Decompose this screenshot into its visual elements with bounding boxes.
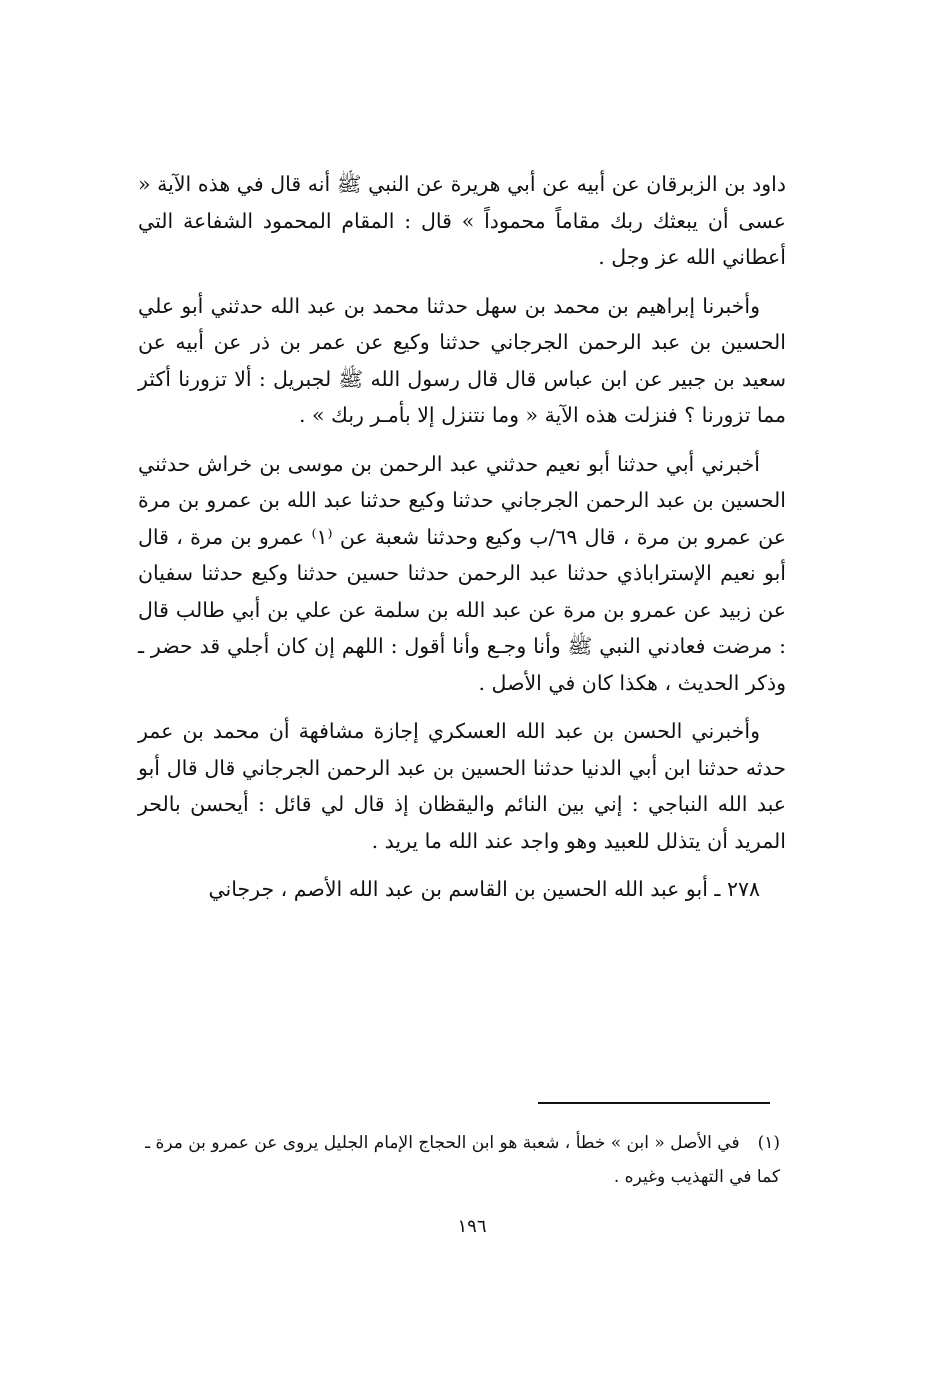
footnote-separator [538,1102,770,1104]
footnote-marker: (١) [757,1133,780,1153]
main-text-block [138,166,786,920]
paragraph-1: داود بن الزبرقان عن أبيه عن أبي هريرة عن النبي ﷺ أنه قال في هذه الآية « عسى أن يبعثك ربك مقاماً محموداً » قال : المقام المحمود الشفاعة التي أعطاني الله عز وجل . [138,172,786,269]
footnote [120,1126,780,1194]
paragraph-2: وأخبرنا إبراهيم بن محمد بن سهل حدثنا محمد بن عبد الله حدثني أبو علي الحسين بن عبد الرحمن الجرجاني حدثنا وكيع عن عمر بن ذر عن أبيه عن سعيد بن جبير عن ابن عباس قال قال رسول الله ﷺ لجبريل : ألا تزورنا أكثر مما تزورنا ؟ فنزلت هذه الآية « وما نتنزل إلا بأمـر ربك » . [138,293,786,427]
paragraph-3: أخبرني أبي حدثنا أبو نعيم حدثني عبد الرحمن بن موسى بن خراش حدثني الحسين بن عبد الرحمن الجرجاني حدثنا وكيع حدثنا عبد الله بن عمرو بن مرة عن عمرو بن مرة ، قال ٦٩/ب وكيع وحدثنا شعبة عن ⁽١⁾ عمرو بن مرة ، قال أبو نعيم الإستراباذي حدثنا عبد الرحمن حدثنا حسين حدثنا وكيع حدثنا سفيان عن زبيد عن عمرو بن مرة عن عبد الله بن سلمة عن علي بن أبي طالب قال : مرضت فعادني النبي ﷺ وأنا وجـع وأنا أقول : اللهم إن كان أجلي قد حضر ـ وذكر الحديث ، هكذا كان في الأصل . [138,451,786,695]
paragraph-4: وأخبرني الحسن بن عبد الله العسكري إجازة مشافهة أن محمد بن عمر حدثه حدثنا ابن أبي الدنيا حدثنا الحسين بن عبد الرحمن الجرجاني قال قال أبو عبد الله النباجي : إني بين النائم واليقظان إذ قال لي قائل : أيحسن بالحر المريد أن يتذلل للعبيد وهو واجد عند الله ما يريد . [138,719,786,853]
page-number: ١٩٦ [457,1216,487,1237]
footnote-text: في الأصل « ابن » خطأ ، شعبة هو ابن الحجاج الإمام الجليل يروى عن عمرو بن مرة ـ كما في التهذيب وغيره . [145,1133,780,1187]
paragraph-5-entry-heading: ٢٧٨ ـ أبو عبد الله الحسين بن القاسم بن عبد الله الأصم ، جرجاني [208,877,760,901]
